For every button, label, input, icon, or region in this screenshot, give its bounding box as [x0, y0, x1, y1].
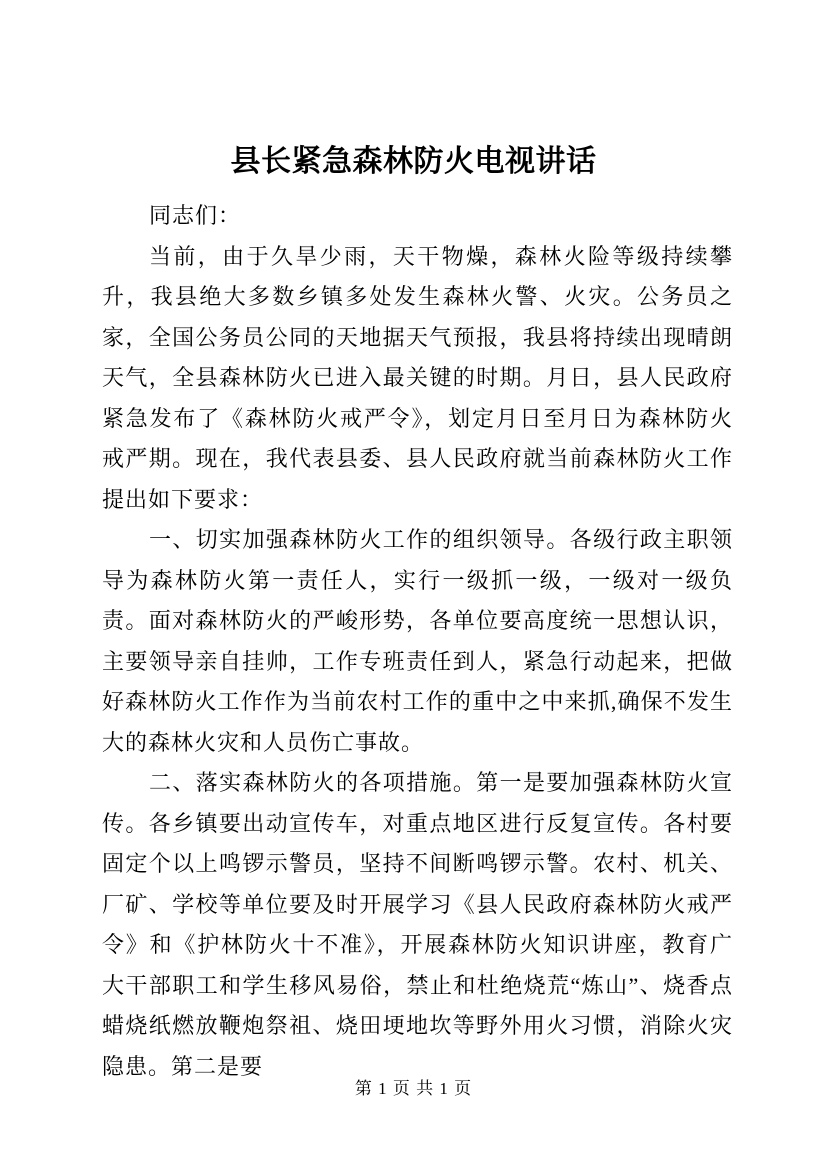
paragraph-point-two: 二、落实森林防火的各项措施。第一是要加强森林防火宣传。各乡镇要出动宣传车，对重点地区进行反复宣传。各村要固定个以上鸣锣示警员，坚持不间断鸣锣示警。农村、机关、厂矿、学校等单位要及时开展学习《县人民政府森林防火戒严令》和《护林防火十不准》，开展森林防火知识讲座，教育广大干部职工和学生移风易俗，禁止和杜绝烧荒“炼山”、烧香点蜡烧纸燃放鞭炮祭祖、烧田埂地坎等野外用火习惯，消除火灾隐患。第二是要 — [102, 770, 733, 1079]
paragraph-intro: 当前，由于久旱少雨，天干物燥，森林火险等级持续攀升，我县绝大多数乡镇多处发生森林火警、火灾。公务员之家，全国公务员公同的天地据天气预报，我县将持续出现晴朗天气，全县森林防火已进入最关键的时期。月日，县人民政府紧急发布了《森林防火戒严令》，划定月日至月日为森林防火戒严期。现在，我代表县委、县人民政府就当前森林防火工作提出如下要求： — [102, 243, 733, 512]
page-number-footer: 第 1 页 共 1 页 — [354, 1079, 473, 1098]
document-body — [102, 196, 733, 1087]
document-title: 县长紧急森林防火电视讲话 — [230, 145, 597, 178]
salutation-line: 同志们： — [149, 203, 242, 228]
paragraph-point-one: 一、切实加强森林防火工作的组织领导。各级行政主职领导为森林防火第一责任人，实行一级抓一级，一级对一级负责。面对森林防火的严峻形势，各单位要高度统一思想认识，主要领导亲自挂帅，工作专班责任到人，紧急行动起来，把做好森林防火工作作为当前农村工作的重中之中来抓,确保不发生大的森林火灾和人员伤亡事故。 — [102, 527, 733, 755]
